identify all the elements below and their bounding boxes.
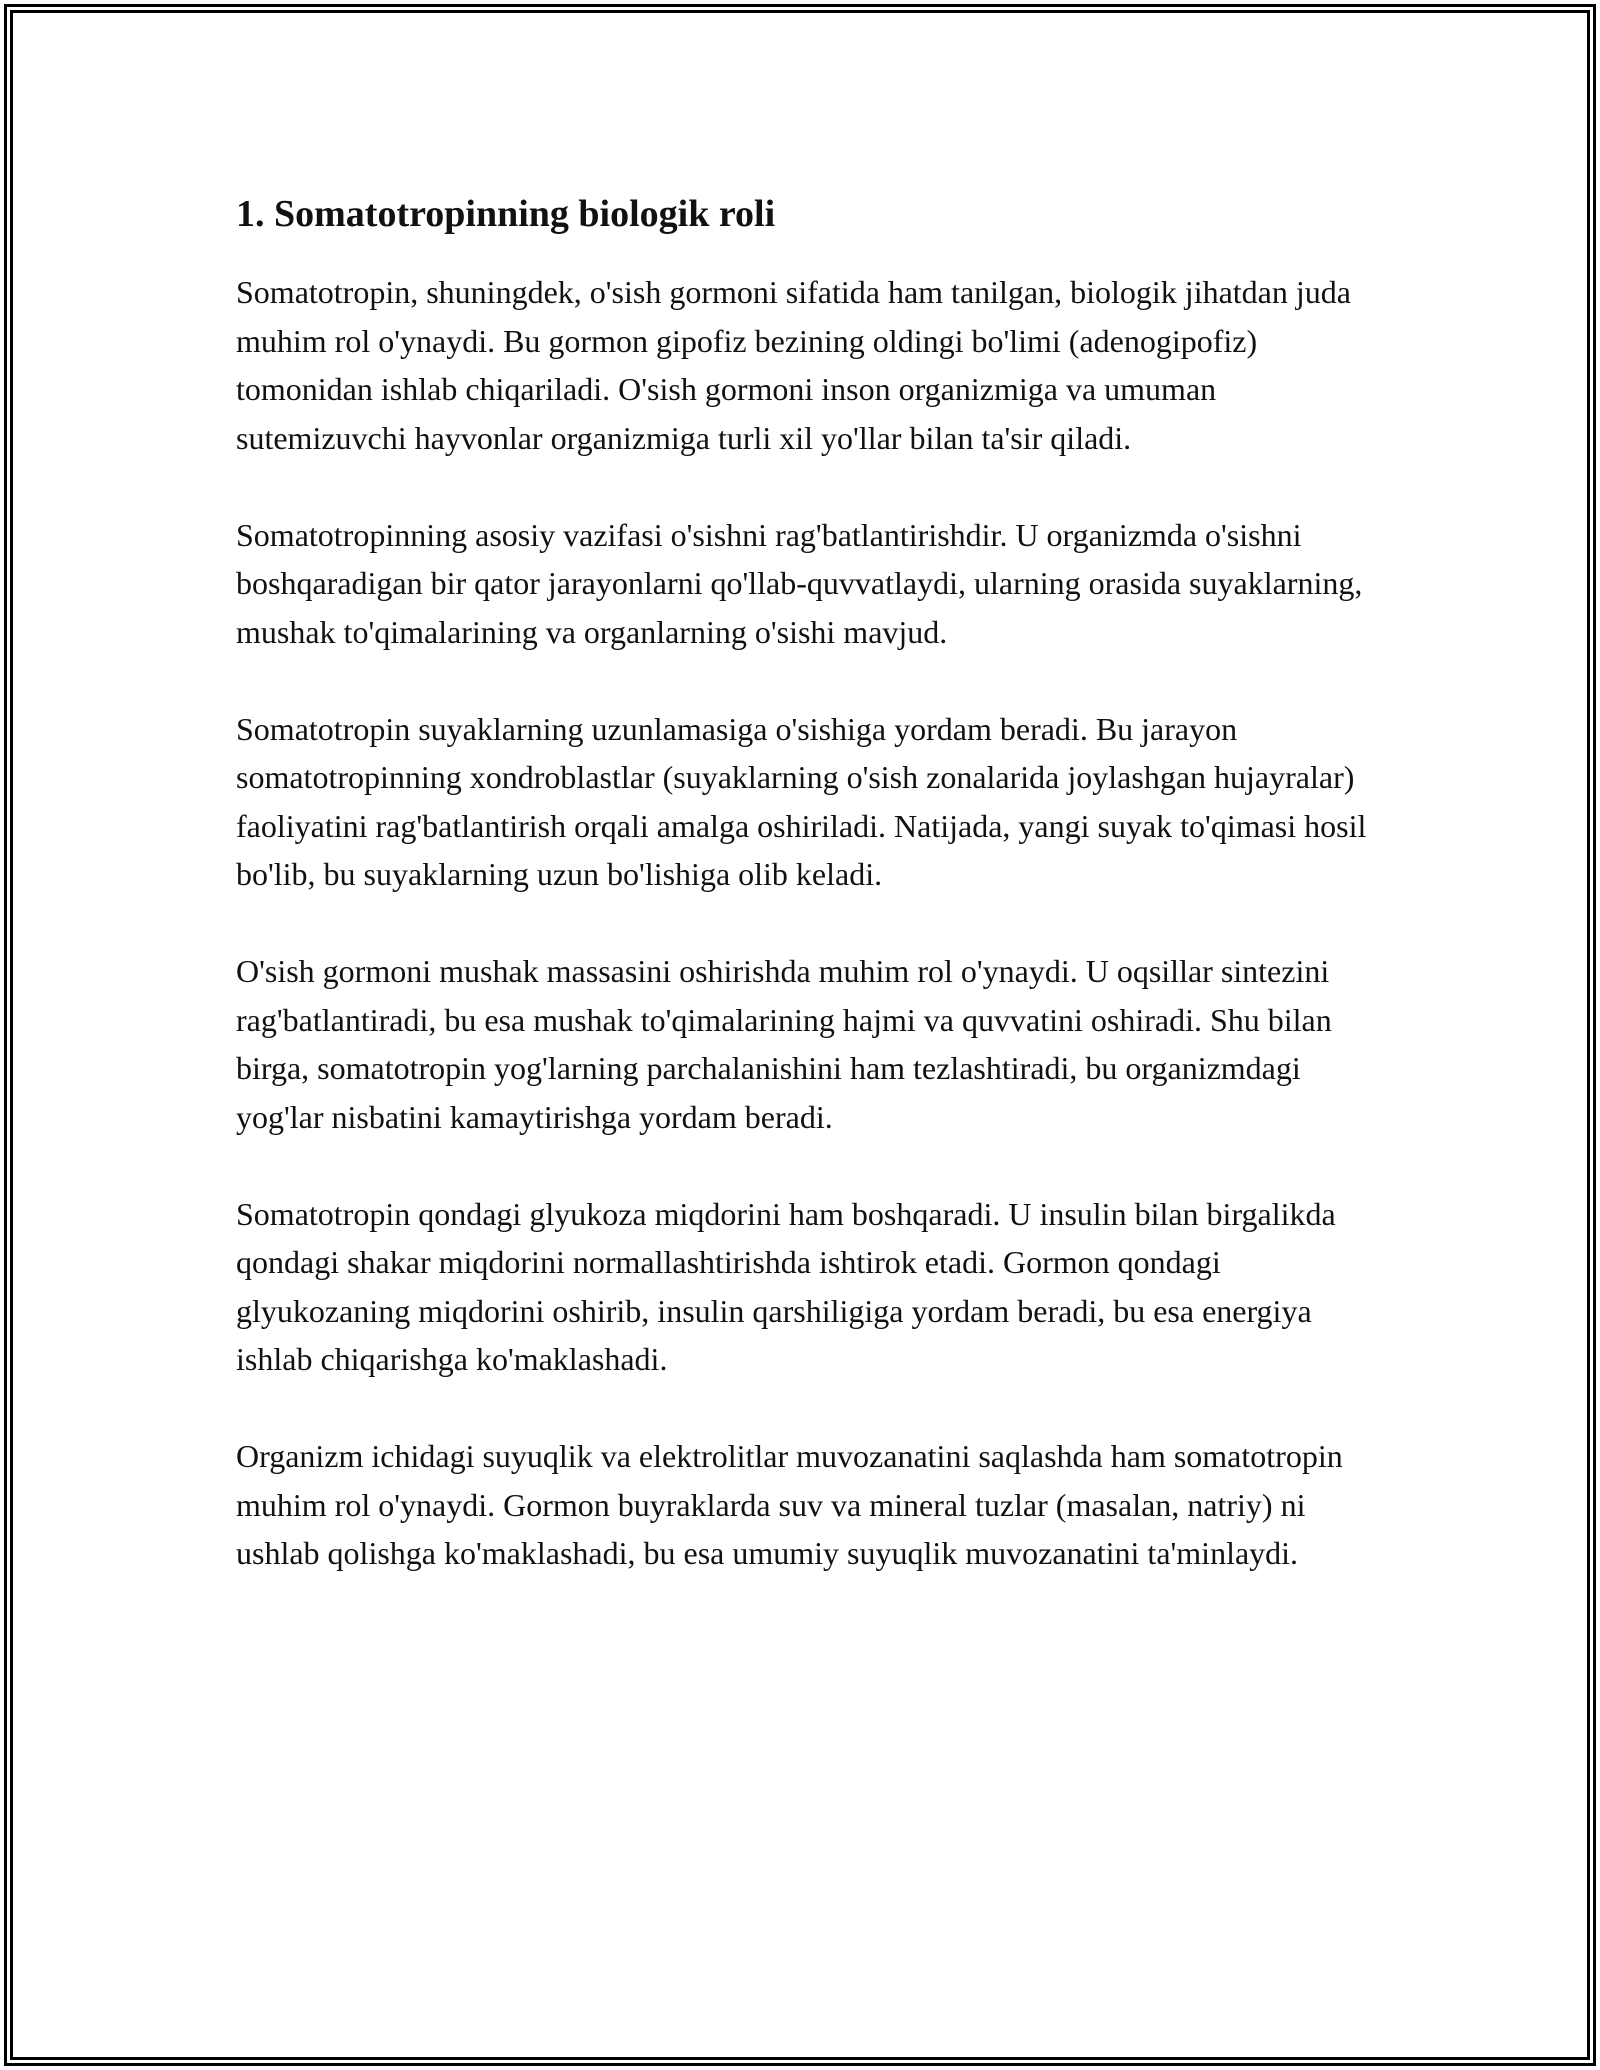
paragraph-muscle-mass: O'sish gormoni mushak massasini oshirishda muhim rol o'ynaydi. U oqsillar sintezini rag'batlantiradi, bu esa mushak to'qimalarining hajmi va quvvatini oshiradi. Shu bilan birga, somatotropin yog'larning parchalanishini ham tezlashtiradi, bu organizmdagi yog'lar nisbatini kamaytirishga yordam beradi. (236, 953, 1332, 1135)
paragraph-fluid-balance: Organizm ichidagi suyuqlik va elektrolitlar muvozanatini saqlashda ham somatotropin muhim rol o'ynaydi. Gormon buyraklarda suv va mineral tuzlar (masalan, natriy) ni ushlab qolishga ko'maklashadi, bu esa umumiy suyuqlik muvozanatini ta'minlaydi. (236, 1438, 1343, 1571)
document-body (236, 188, 1376, 1626)
paragraph-intro: Somatotropin, shuningdek, o'sish gormoni sifatida ham tanilgan, biologik jihatdan juda muhim rol o'ynaydi. Bu gormon gipofiz bezining oldingi bo'limi (adenogipofiz) tomonidan ishlab chiqariladi. O'sish gormoni inson organizmiga va umuman sutemizuvchi hayvonlar organizmiga turli xil yo'llar bilan ta'sir qiladi. (236, 274, 1351, 456)
section-heading: 1. Somatotropinning biologik roli (236, 193, 776, 235)
paragraph-main-function: Somatotropinning asosiy vazifasi o'sishni rag'batlantirishdir. U organizmda o'sishni boshqaradigan bir qator jarayonlarni qo'llab-quvvatlaydi, ularning orasida suyaklarning, mushak to'qimalarining va organlarning o'sishi mavjud. (236, 516, 1363, 650)
paragraph-bone-growth: Somatotropin suyaklarning uzunlamasiga o'sishiga yordam beradi. Bu jarayon somatotropinning xondroblastlar (suyaklarning o'sish zonalarida joylashgan hujayralar) faoliyatini rag'batlantirish orqali amalga oshiriladi. Natijada, yangi suyak to'qimasi hosil bo'lib, bu suyaklarning uzun bo'lishiga olib keladi. (236, 710, 1367, 892)
paragraph-glucose: Somatotropin qondagi glyukoza miqdorini ham boshqaradi. U insulin bilan birgalikda qondagi shakar miqdorini normallashtirishda ishtirok etadi. Gormon qondagi glyukozaning miqdorini oshirib, insulin qarshiligiga yordam beradi, bu esa energiya ishlab chiqarishga ko'maklashadi. (236, 1195, 1336, 1377)
